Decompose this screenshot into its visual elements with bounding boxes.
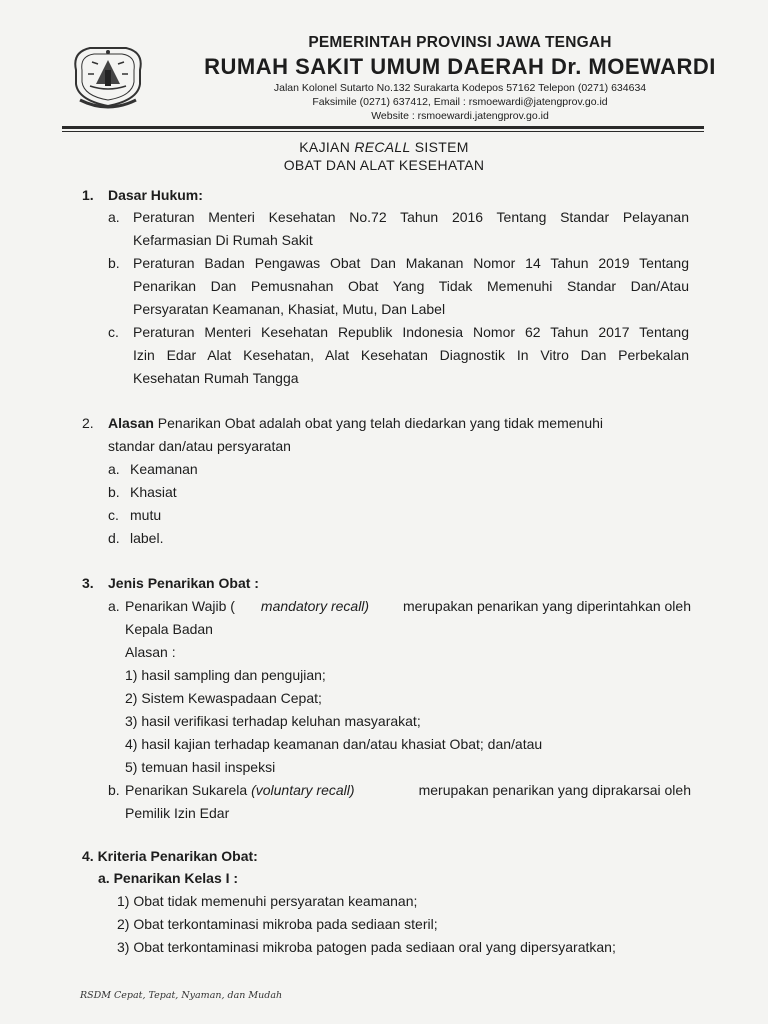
item-3a-marker: a. xyxy=(108,598,120,614)
item-1a-marker: a. xyxy=(108,209,120,225)
criteria-item: 2) Obat terkontaminasi mikroba pada sediaan steril; xyxy=(117,916,438,932)
reason-item: 1) hasil sampling dan pengujian; xyxy=(125,667,326,683)
item-1a-line2: Kefarmasian Di Rumah Sakit xyxy=(133,232,313,248)
document-subtitle: OBAT DAN ALAT KESEHATAN xyxy=(283,157,485,173)
section-2-line2: standar dan/atau persyaratan xyxy=(108,438,291,454)
item-1a-line1: Peraturan Menteri Kesehatan No.72 Tahun 2016 Tentang Standar Pelayanan xyxy=(133,209,689,225)
section-3-number: 3. xyxy=(82,575,94,591)
letterhead-fax-email: Faksimile (0271) 637412, Email : rsmoewardi@jatengprov.go.id xyxy=(312,96,608,108)
item-1b-line1: Peraturan Badan Pengawas Obat Dan Makanan Nomor 14 Tahun 2019 Tentang xyxy=(133,255,689,271)
header-divider-thin xyxy=(62,131,704,132)
list-item: Khasiat xyxy=(130,484,177,500)
letterhead-website: Website : rsmoewardi.jatengprov.go.id xyxy=(371,110,549,122)
header-divider-thick xyxy=(62,126,704,129)
list-item-marker: c. xyxy=(108,507,119,523)
criteria-item: 1) Obat tidak memenuhi persyaratan keamanan; xyxy=(117,893,418,909)
provincial-seal-logo xyxy=(68,40,148,112)
list-item-marker: b. xyxy=(108,484,120,500)
letterhead-hospital-name: RUMAH SAKIT UMUM DAERAH Dr. MOEWARDI xyxy=(204,54,716,79)
item-1b-line2: Penarikan Dan Pemusnahan Obat Yang Tidak Memenuhi Standar Dan/Atau xyxy=(133,278,689,294)
reasons-label: Alasan : xyxy=(125,644,176,660)
section-4a-subheading: a. Penarikan Kelas I : xyxy=(98,870,239,886)
item-3b-marker: b. xyxy=(108,782,120,798)
item-1c-line2: Izin Edar Alat Kesehatan, Alat Kesehatan Diagnostik In Vitro Dan Perbekalan xyxy=(133,347,689,363)
item-3a-line1: Penarikan Wajib ( mandatory recall) merupakan penarikan yang diperintahkan oleh xyxy=(125,598,691,614)
section-3-heading: Jenis Penarikan Obat : xyxy=(108,575,259,591)
list-item-marker: d. xyxy=(108,530,120,546)
list-item: Keamanan xyxy=(130,461,198,477)
reason-item: 4) hasil kajian terhadap keamanan dan/atau khasiat Obat; dan/atau xyxy=(125,736,543,752)
list-item-marker: a. xyxy=(108,461,120,477)
reason-item: 5) temuan hasil inspeksi xyxy=(125,759,276,775)
item-3b-line2: Pemilik Izin Edar xyxy=(125,805,230,821)
reason-item: 2) Sistem Kewaspadaan Cepat; xyxy=(125,690,322,706)
item-1b-marker: b. xyxy=(108,255,120,271)
section-4-heading: 4. Kriteria Penarikan Obat: xyxy=(82,848,258,864)
item-1c-marker: c. xyxy=(108,324,119,340)
section-2-line1: Alasan Penarikan Obat adalah obat yang telah diedarkan yang tidak memenuhi xyxy=(108,415,604,431)
item-1c-line3: Kesehatan Rumah Tangga xyxy=(133,370,299,386)
section-1-heading: Dasar Hukum: xyxy=(108,187,203,203)
item-1b-line3: Persyaratan Keamanan, Khasiat, Mutu, Dan Label xyxy=(133,301,446,317)
reason-item: 3) hasil verifikasi terhadap keluhan masyarakat; xyxy=(125,713,421,729)
list-item: label. xyxy=(130,530,164,546)
list-item: mutu xyxy=(130,507,162,523)
letterhead-address: Jalan Kolonel Sutarto No.132 Surakarta Kodepos 57162 Telepon (0271) 634634 xyxy=(273,82,647,94)
item-3b-line1: Penarikan Sukarela (voluntary recall) merupakan penarikan yang diprakarsai oleh xyxy=(125,782,691,798)
footer-tagline: RSDM Cepat, Tepat, Nyaman, dan Mudah xyxy=(80,990,283,1001)
section-1-number: 1. xyxy=(82,187,94,203)
document-title: KAJIAN RECALL SISTEM xyxy=(299,139,469,155)
item-3a-line2: Kepala Badan xyxy=(125,621,213,637)
letterhead-government: PEMERINTAH PROVINSI JAWA TENGAH xyxy=(308,34,612,51)
section-2-number: 2. xyxy=(82,415,94,431)
item-1c-line1: Peraturan Menteri Kesehatan Republik Indonesia Nomor 62 Tahun 2017 Tentang xyxy=(133,324,689,340)
criteria-item: 3) Obat terkontaminasi mikroba patogen pada sediaan oral yang dipersyaratkan; xyxy=(117,939,616,955)
